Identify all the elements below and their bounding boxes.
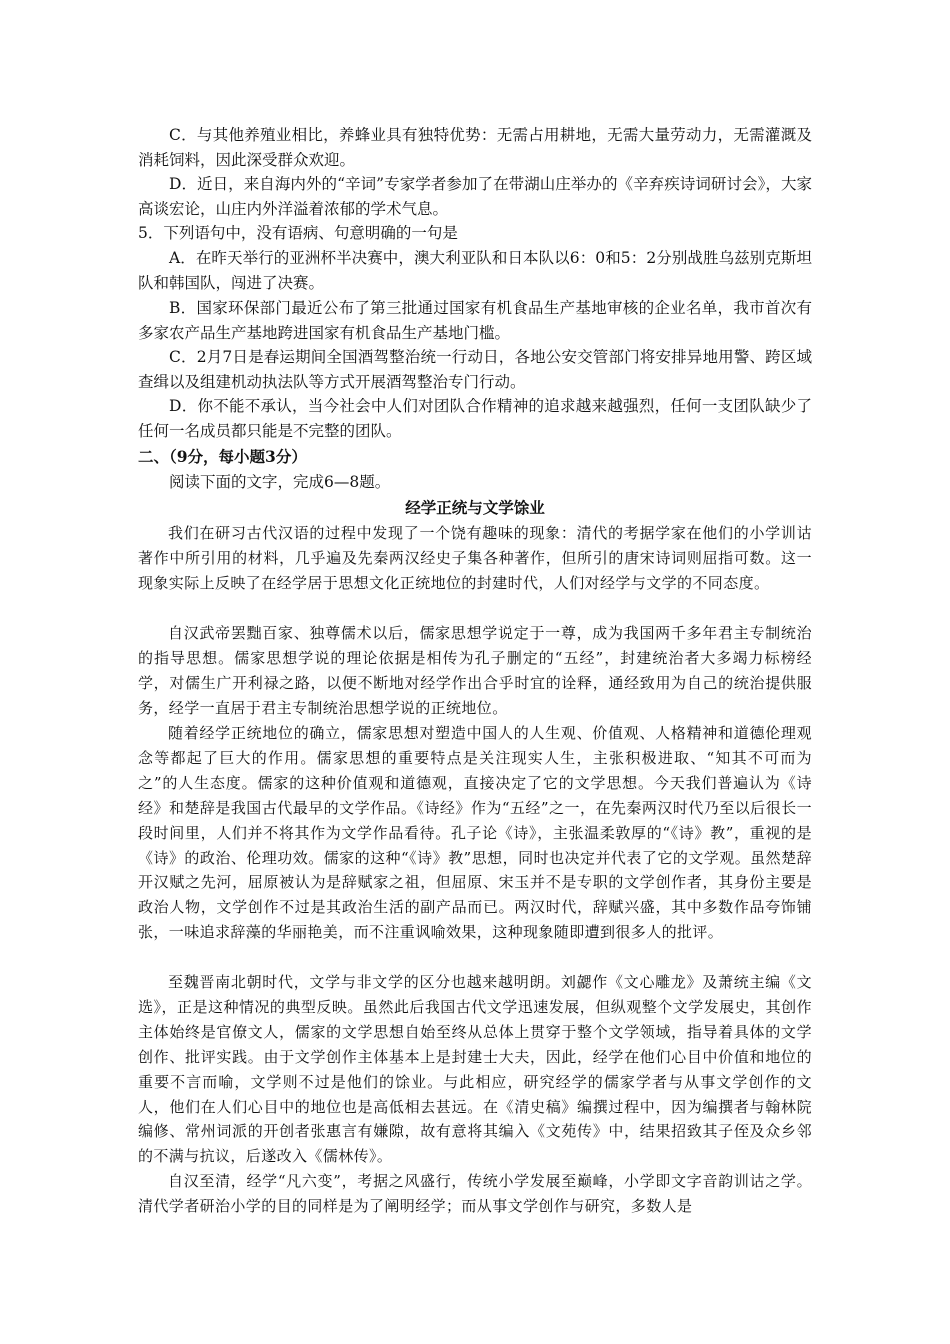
article-paragraph-1: 我们在研习古代汉语的过程中发现了一个饶有趣味的现象：清代的考据学家在他们的小学训诂著作中所引用的材料，几乎遍及先秦两汉经史子集各种著作，但所引的唐宋诗词则屈指可数。这一现象实际上反映了在经学居于思想文化正统地位的封建时代，人们对经学与文学的不同态度。 <box>138 524 812 592</box>
article-paragraph-3: 随着经学正统地位的确立，儒家思想对塑造中国人的人生观、价值观、人格精神和道德伦理观念等都起了巨大的作用。儒家思想的重要特点是关注现实人生，主张积极进取、“知其不可而为之”的人生态度。儒家的这种价值观和道德观，直接决定了它的文学思想。今天我们普遍认为《诗经》和楚辞是我国古代最早的文学作品。《诗经》作为“五经”之一，在先秦两汉时代乃至以后很长一段时间里，人们并不将其作为文学作品看待。孔子论《诗》，主张温柔敦厚的“《诗》教”，重视的是《诗》的政治、伦理功效。儒家的这种“《诗》教”思想，同时也决定并代表了它的文学观。虽然楚辞开汉赋之先河，屈原被认为是辞赋家之祖，但屈原、宋玉并不是专职的文学创作者，其身份主要是政治人物，文学创作不过是其政治生活的副产品而已。两汉时代，辞赋兴盛，其中多数作品夸饰铺张，一味追求辞藻的华丽艳美，而不注重讽喻效果，这种现象随即遭到很多人的批评。 <box>138 724 812 942</box>
q4-option-c: C．与其他养殖业相比，养蜂业具有独特优势：无需占用耕地，无需大量劳动力，无需灌溉及消耗饲料，因此深受群众欢迎。 <box>138 126 812 169</box>
article-paragraph-4: 至魏晋南北朝时代，文学与非文学的区分也越来越明朗。刘勰作《文心雕龙》及萧统主编《文选》，正是这种情况的典型反映。虽然此后我国古代文学迅速发展，但纵观整个文学发展史，其创作主体始终是官僚文人，儒家的文学思想自始至终从总体上贯穿于整个文学领域，指导着具体的文学创作、批评实践。由于文学创作主体基本上是封建士大夫，因此，经学在他们心目中价值和地位的重要不言而喻，文学则不过是他们的馀业。与此相应，研究经学的儒家学者与从事文学创作的文人，他们在人们心目中的地位也是高低相去甚远。在《清史稿》编撰过程中，因为编撰者与翰林院编修、常州词派的开创者张惠言有嫌隙，故有意将其编入《文苑传》中，结果招致其子侄及众乡邻的不满与抗议，后遂改入《儒林传》。 <box>138 973 812 1166</box>
q5-option-c: C．2月7日是春运期间全国酒驾整治统一行动日，各地公安交管部门将安排异地用警、跨区域查缉以及组建机动执法队等方式开展酒驾整治专门行动。 <box>138 348 812 391</box>
q5-option-d: D．你不能不承认，当今社会中人们对团队合作精神的追求越来越强烈，任何一支团队缺少了任何一名成员都只能是不完整的团队。 <box>138 397 812 440</box>
article-paragraph-5: 自汉至清，经学“凡六变”，考据之风盛行，传统小学发展至巅峰，小学即文字音韵训诂之学。清代学者研治小学的目的同样是为了阐明经学；而从事文学创作与研究，多数人是 <box>138 1172 812 1215</box>
article-paragraph-2: 自汉武帝罢黜百家、独尊儒术以后，儒家思想学说定于一尊，成为我国两千多年君主专制统治的指导思想。儒家思想学说的理论依据是相传为孔子删定的“五经”，封建统治者大多竭力标榜经学，对儒生广开利禄之路，以便不断地对经学作出合乎时宜的诠释，通经致用为自己的统治提供服务，经学一直居于君主专制统治思想学说的正统地位。 <box>138 624 812 717</box>
q5-option-b: B．国家环保部门最近公布了第三批通过国家有机食品生产基地审核的企业名单，我市首次有多家农产品生产基地跨进国家有机食品生产基地门槛。 <box>138 299 812 342</box>
reading-instruction: 阅读下面的文字，完成6—8题。 <box>169 473 391 491</box>
q4-option-d: D．近日，来自海内外的“辛词”专家学者参加了在带湖山庄举办的《辛弃疾诗词研讨会》，大家高谈宏论，山庄内外洋溢着浓郁的学术气息。 <box>138 175 812 218</box>
q5-stem: 5．下列语句中，没有语病、句意明确的一句是 <box>138 224 458 242</box>
q5-option-a: A．在昨天举行的亚洲杯半决赛中，澳大利亚队和日本队以6：0和5：2分别战胜乌兹别克斯坦队和韩国队，闯进了决赛。 <box>138 249 812 292</box>
section-heading: 二、（9分，每小题3分） <box>138 447 307 466</box>
article-title: 经学正统与文学馀业 <box>405 498 545 517</box>
